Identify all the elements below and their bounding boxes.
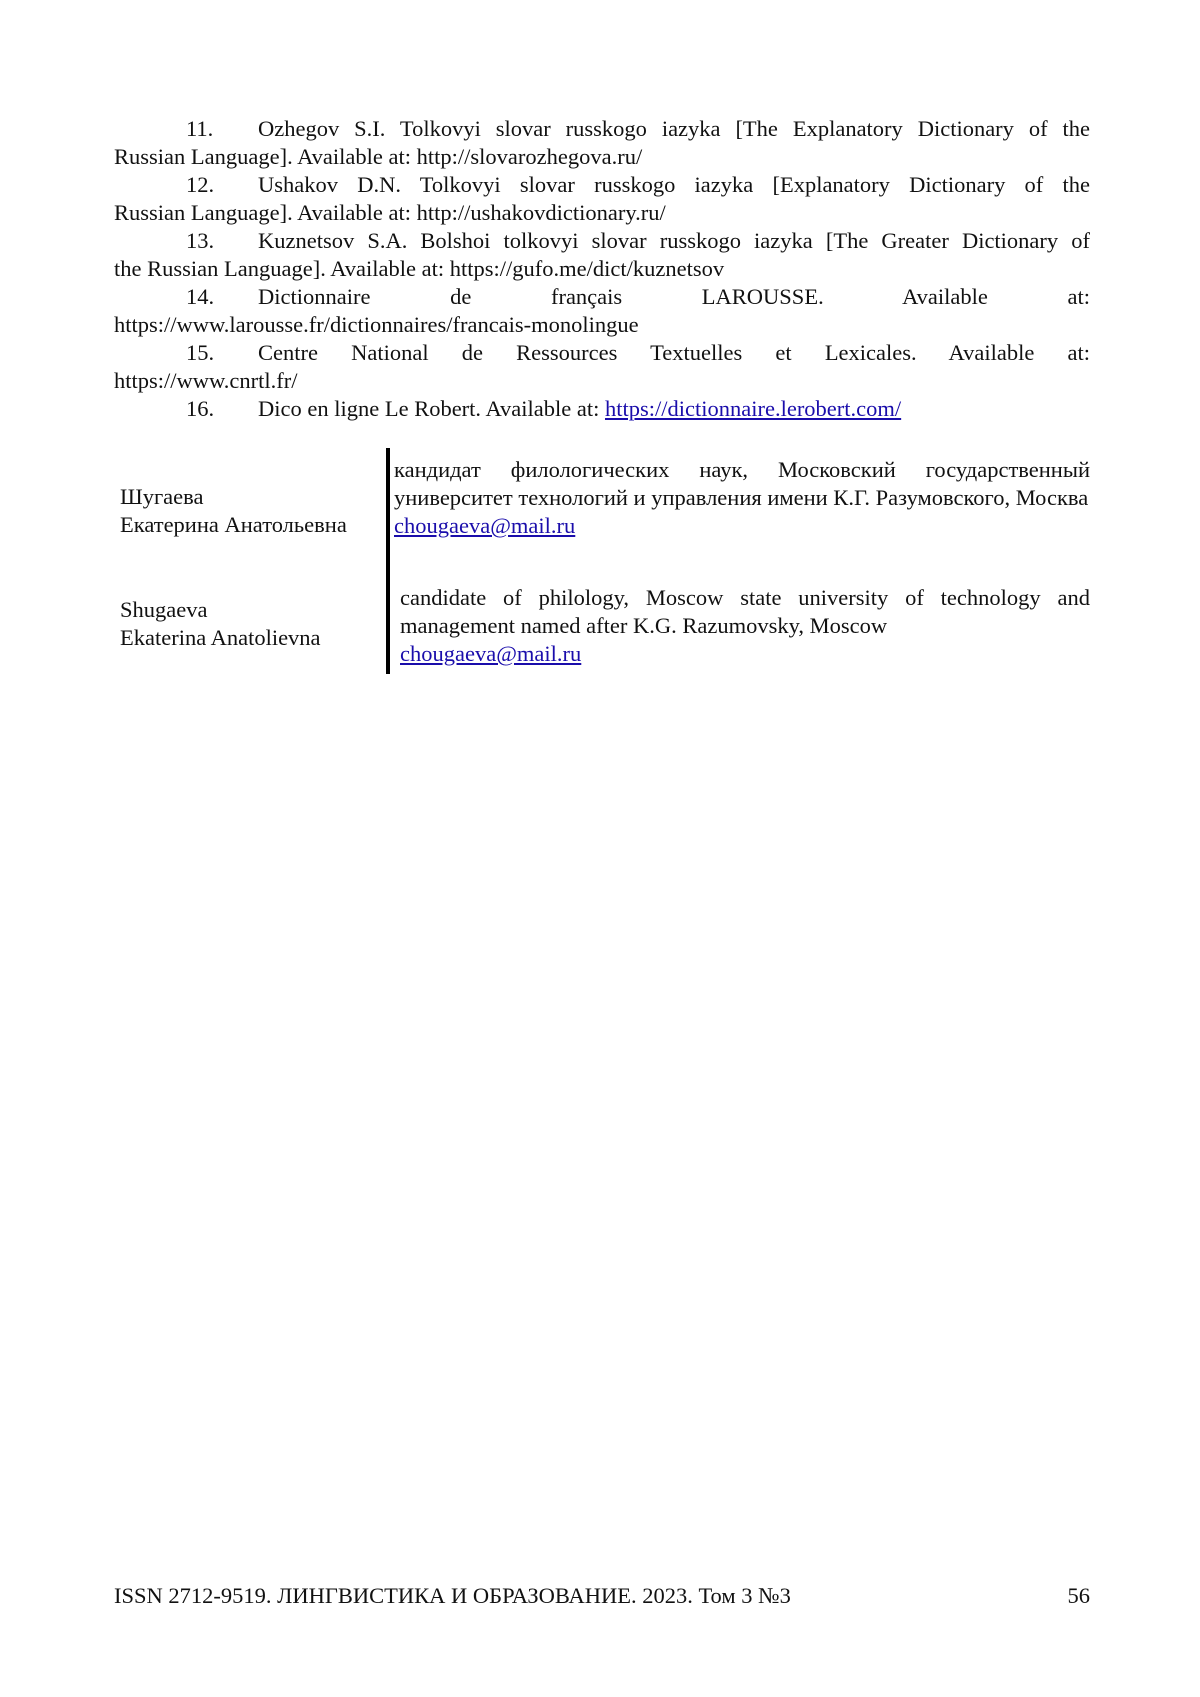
reference-text-continued: Russian Language]. Available at: http://slovarozhegova.ru/ [114,144,643,169]
reference-item-12 [114,171,1090,227]
reference-text: Centre National de Ressources Textuelles et Lexicales. Available at: [258,340,1090,365]
author-email-link[interactable]: chougaeva@mail.ru [400,641,582,666]
reference-number: 14. [186,284,215,309]
reference-text-continued: the Russian Language]. Available at: https://gufo.me/dict/kuznetsov [114,256,725,281]
reference-text-continued: https://www.cnrtl.fr/ [114,368,298,393]
reference-item-11 [114,115,1090,171]
author-block-ru [114,448,1090,574]
journal-info: ISSN 2712-9519. ЛИНГВИСТИКА И ОБРАЗОВАНИЕ. 2023. Том 3 №3 [114,1583,791,1608]
page-number: 56 [1067,1583,1090,1608]
author-description: candidate of philology, Moscow state university of technology and management named after K.G. Razumovsky, Moscow [400,585,1090,638]
author-email-link[interactable]: chougaeva@mail.ru [394,513,576,538]
reference-text: Dictionnaire de français LAROUSSE. Available at: [258,284,1090,309]
author-surname: Шугаева [120,484,204,509]
reference-text-continued: https://www.larousse.fr/dictionnaires/francais-monolingue [114,312,639,337]
reference-item-13 [114,227,1090,283]
reference-number: 11. [186,116,214,141]
reference-item-16 [114,395,1090,423]
author-given-names: Ekaterina Anatolievna [120,625,321,650]
author-affiliation-en [386,574,1090,674]
author-name-ru [114,448,386,574]
reference-item-15 [114,339,1090,395]
reference-link[interactable]: https://dictionnaire.lerobert.com/ [604,396,902,421]
reference-list [114,115,1090,423]
reference-text: Ushakov D.N. Tolkovyi slovar russkogo iazyka [Explanatory Dictionary of the [258,172,1090,197]
page-footer [114,1582,1090,1610]
author-surname: Shugaeva [120,597,208,622]
reference-item-14 [114,283,1090,339]
reference-text: Kuznetsov S.A. Bolshoi tolkovyi slovar russkogo iazyka [The Greater Dictionary of [258,228,1090,253]
reference-text-continued: Russian Language]. Available at: http://ushakovdictionary.ru/ [114,200,666,225]
author-description: кандидат филологических наук, Московский государственный университет технологий и управления имени К.Г. Разумовского, Москва [394,457,1090,510]
reference-text: Ozhegov S.I. Tolkovyi slovar russkogo iazyka [The Explanatory Dictionary of the [258,116,1090,141]
author-given-names: Екатерина Анатольевна [120,512,347,537]
reference-number: 13. [186,228,215,253]
author-block-en [114,574,1090,674]
author-affiliation-ru [386,448,1090,574]
author-name-en [114,574,386,674]
author-info-table [114,448,1090,674]
reference-number: 16. [186,396,215,421]
reference-number: 12. [186,172,215,197]
reference-text: Dico en ligne Le Robert. Available at: [258,396,605,421]
reference-number: 15. [186,340,215,365]
